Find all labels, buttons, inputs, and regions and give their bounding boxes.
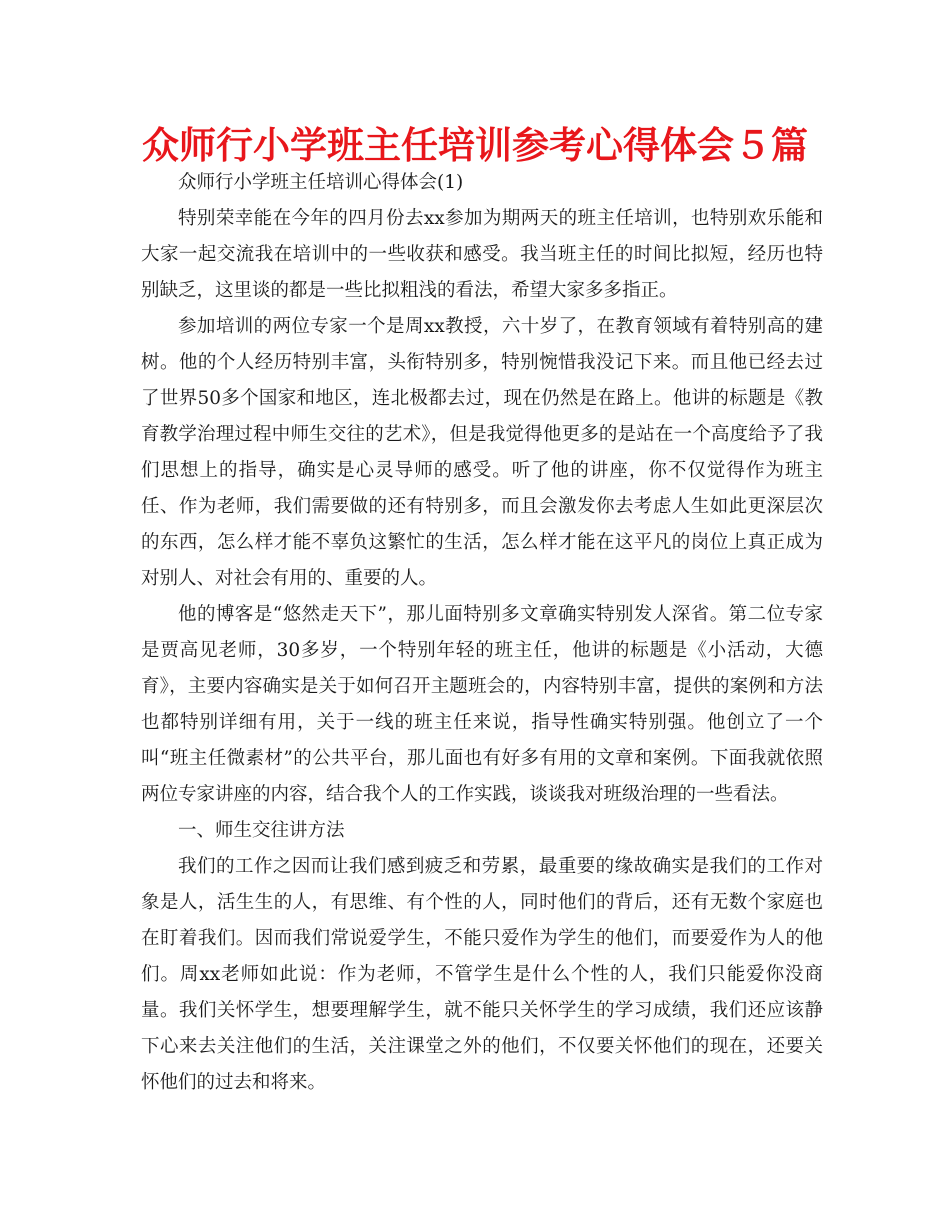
section-heading: 一、师生交往讲方法 [178, 820, 345, 841]
paragraph: 特别荣幸能在今年的四月份去xx参加为期两天的班主任培训，也特别欢乐能和大家一起交流我在培训中的一些收获和感受。我当班主任的时间比拟短，经历也特别缺乏，这里谈的都是一些比拟粗浅的看法，希望大家多多指正。 [141, 208, 823, 301]
document-title: 众师行小学班主任培训参考心得体会５篇 [142, 124, 808, 167]
paragraph: 他的博客是“悠然走天下”，那儿面特别多文章确实特别发人深省。第二位专家是贾高见老师，30多岁，一个特别年轻的班主任，他讲的标题是《小活动，大德育》，主要内容确实是关于如何召开主题班会的，内容特别丰富，提供的案例和方法也都特别详细有用，关于一线的班主任来说，指导性确实特别强。他创立了一个叫“班主任微素材”的公共平台，那儿面也有好多有用的文章和案例。下面我就依照两位专家讲座的内容，结合我个人的工作实践，谈谈我对班级治理的一些看法。 [141, 604, 823, 805]
paragraph-subtitle: 众师行小学班主任培训心得体会(1) [178, 172, 464, 193]
document-body [141, 165, 823, 1101]
paragraph: 我们的工作之因而让我们感到疲乏和劳累，最重要的缘故确实是我们的工作对象是人，活生生的人，有思维、有个性的人，同时他们的背后，还有无数个家庭也在盯着我们。因而我们常说爱学生，不能只爱作为学生的他们，而要爱作为人的他们。周xx老师如此说：作为老师，不管学生是什么个性的人，我们只能爱你没商量。我们关怀学生，想要理解学生，就不能只关怀学生的学习成绩，我们还应该静下心来去关注他们的生活，关注课堂之外的他们，不仅要关怀他们的现在，还要关怀他们的过去和将来。 [141, 856, 823, 1093]
paragraph: 参加培训的两位专家一个是周xx教授，六十岁了，在教育领域有着特别高的建树。他的个人经历特别丰富，头衔特别多，特别惋惜我没记下来。而且他已经去过了世界50多个国家和地区，连北极都去过，现在仍然是在路上。他讲的标题是《教育教学治理过程中师生交往的艺术》，但是我觉得他更多的是站在一个高度给予了我们思想上的指导，确实是心灵导师的感受。听了他的讲座，你不仅觉得作为班主任、作为老师，我们需要做的还有特别多，而且会激发你去考虑人生如此更深层次的东西，怎么样才能不辜负这繁忙的生活，怎么样才能在这平凡的岗位上真正成为对别人、对社会有用的、重要的人。 [141, 316, 823, 589]
